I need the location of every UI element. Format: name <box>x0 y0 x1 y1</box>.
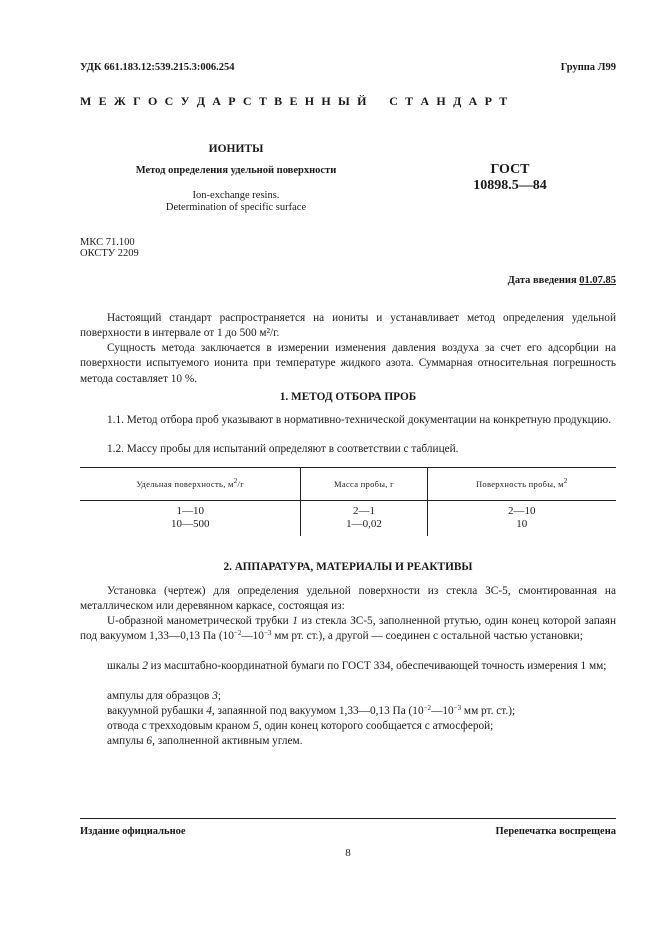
section2-heading: 2. АППАРАТУРА, МАТЕРИАЛЫ И РЕАКТИВЫ <box>223 561 473 573</box>
doc-title: ИОНИТЫ <box>208 143 264 155</box>
intro-date-value: 01.07.85 <box>579 275 616 286</box>
paragraph-carbon-ampoule: ампулы 6, заполненной активным углем. <box>107 735 303 747</box>
paragraph-1-2: 1.2. Массу пробы для испытаний определяют в соответствии с таблицей. <box>107 443 459 455</box>
paragraph-ampoules: ампулы для образцов 3; <box>107 690 221 702</box>
footer-official-edition: Издание официальное <box>80 826 186 837</box>
paragraph-apparatus: Установка (чертеж) для определения удельной поверхности из стекла ЗС-5, смонтированная на металлическом или деревянном каркасе, состоящая из: <box>80 585 616 613</box>
sample-mass-table <box>80 467 616 536</box>
gost-number: 10898.5—84 <box>473 178 547 193</box>
paragraph-u-tube: U-образной манометрической трубки 1 из стекла ЗС-5, заполненной ртутью, один конец которой запаян под вакуумом 1,33—0,13 Па ($10^{-2}—10^{-3}$ мм рт. ст.), а другой — соединен с остальной частью установки; <box>80 615 616 643</box>
okstu-code: ОКСТУ 2209 <box>80 248 139 259</box>
gost-label: ГОСТ <box>490 162 530 177</box>
paragraph-1-1: 1.1. Метод отбора проб указывают в нормативно-технической документации на конкретную продукцию. <box>107 414 612 426</box>
paragraph-essence: Сущность метода заключается в измерении изменения давления воздуха за счет его адсорбции на поверхности испытуемого ионита при температуре жидкого азота. Суммарная относительная погрешность метода составляет 10 %. <box>80 342 616 385</box>
footer-reprint-prohibited: Перепечатка воспрещена <box>495 826 616 837</box>
intro-date-label: Дата введения <box>507 275 577 286</box>
english-title-line1: Ion-exchange resins. <box>192 190 280 201</box>
paragraph-branch: отвода с трехходовым краном 5, один конец которого сообщается с атмосферой; <box>107 720 494 732</box>
paragraph-scale: шкалы 2 из масштабно-координатной бумаги по ГОСТ 334, обеспечивающей точность измерения 1 мм; <box>107 660 607 672</box>
table-header: Поверхность пробы, $м^2$ <box>427 468 616 501</box>
paragraph-scope: Настоящий стандарт распространяется на иониты и устанавливает метод определения удельной поверхности в интервале от 1 до 500 м²/г. <box>80 312 616 340</box>
paragraph-vacuum-jacket: вакуумной рубашки 4, запаянной под вакуумом 1,33—0,13 Па ($10^{-2}—10^{-3}$ мм рт. ст.); <box>107 704 516 717</box>
doc-subtitle: Метод определения удельной поверхности <box>135 165 337 176</box>
table-header: Удельная поверхность, $м^2/г$ <box>80 468 301 501</box>
udk-code: УДК 661.183.12:539.215.3:006.254 <box>80 62 235 73</box>
group-code: Группа Л99 <box>560 62 616 73</box>
english-title-line2: Determination of specific surface <box>165 202 307 213</box>
table-header: Масса пробы, г <box>301 468 427 501</box>
intro-date <box>508 275 616 286</box>
section1-heading: 1. МЕТОД ОТБОРА ПРОБ <box>279 391 417 403</box>
table-cell: 2—1 1—0,02 <box>301 501 427 537</box>
interstate-standard-banner: М Е Ж Г О С У Д А Р С Т В Е Н Н Ы Й С Т А Н Д А Р Т <box>80 94 510 108</box>
mks-code: МКС 71.100 <box>80 237 135 248</box>
table-cell: 1—10 10—500 <box>170 505 210 530</box>
table-row <box>80 501 616 537</box>
page-number: 8 <box>345 847 351 859</box>
footer-divider <box>80 818 616 819</box>
table-cell: 2—10 10 <box>427 501 616 537</box>
